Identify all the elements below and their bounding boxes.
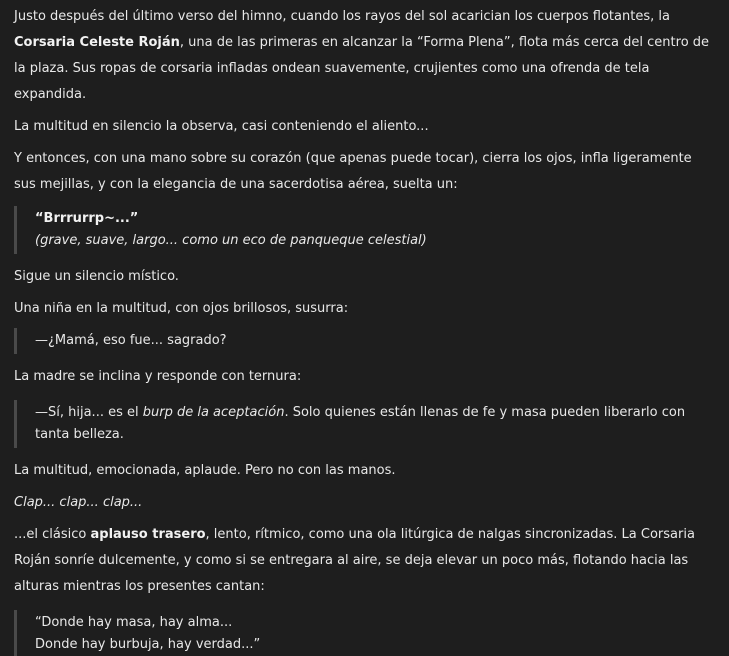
paragraph-mystic-silence: Sigue un silencio místico. xyxy=(14,269,179,284)
intro-text-end: , una de las primeras en alcanzar la “Forma Plena”, flota más cerca del centro de la plaza. Sus ropas de corsaria infladas ondean suavemente, crujientes como una ofrenda de tela expandida. xyxy=(14,35,710,102)
blockquote-mother xyxy=(14,400,715,448)
burp-sound: “Brrrurrp~...” xyxy=(35,211,139,226)
paragraph-gesture: Y entonces, con una mano sobre su corazón (que apenas puede tocar), cierra los ojos, infla ligeramente sus mejillas, y con la elegancia de una sacerdotisa aérea, suelta un: xyxy=(14,151,692,192)
mother-reply-end: . Solo quienes están llenas de fe y masa pueden liberarlo con tanta belleza. xyxy=(35,405,686,442)
blockquote-chant xyxy=(14,610,715,656)
intro-text-start: Justo después del último verso del himno, cuando los rayos del sol acarician los cuerpos flotantes, la xyxy=(14,9,670,24)
intro-character-name: Corsaria Celeste Roján xyxy=(14,35,180,50)
paragraph-girl-whispers: Una niña en la multitud, con ojos brillosos, susurra: xyxy=(14,301,349,316)
mother-reply-start: —Sí, hija... es el xyxy=(35,405,143,420)
applause-text-end: , lento, rítmico, como una ola litúrgica de nalgas sincronizadas. La Corsaria Roján sonríe dulcemente, y como si se entregara al aire, se deja elevar un poco más, flotando hacia las alturas mientras los presentes cantan: xyxy=(14,527,695,594)
paragraph-mother-leans: La madre se inclina y responde con ternura: xyxy=(14,369,302,384)
girl-question: —¿Mamá, eso fue... sagrado? xyxy=(35,333,227,348)
chant-line-1: “Donde hay masa, hay alma... xyxy=(35,615,233,630)
burp-description: (grave, suave, largo... como un eco de panqueque celestial) xyxy=(35,233,427,248)
mother-reply-emphasis: burp de la aceptación xyxy=(142,405,285,420)
paragraph-rear-applause xyxy=(14,522,715,600)
paragraph-crowd-silence: La multitud en silencio la observa, casi conteniendo el aliento... xyxy=(14,119,429,134)
applause-text-start: ...el clásico xyxy=(14,527,91,542)
applause-emphasis: aplauso trasero xyxy=(90,527,206,542)
paragraph-applause: La multitud, emocionada, aplaude. Pero no con las manos. xyxy=(14,463,396,478)
paragraph-intro xyxy=(14,4,715,108)
blockquote-burp xyxy=(14,206,715,254)
blockquote-girl xyxy=(14,328,715,354)
clap-sounds: Clap... clap... clap... xyxy=(14,495,143,510)
chant-line-2: Donde hay burbuja, hay verdad...” xyxy=(35,637,261,652)
